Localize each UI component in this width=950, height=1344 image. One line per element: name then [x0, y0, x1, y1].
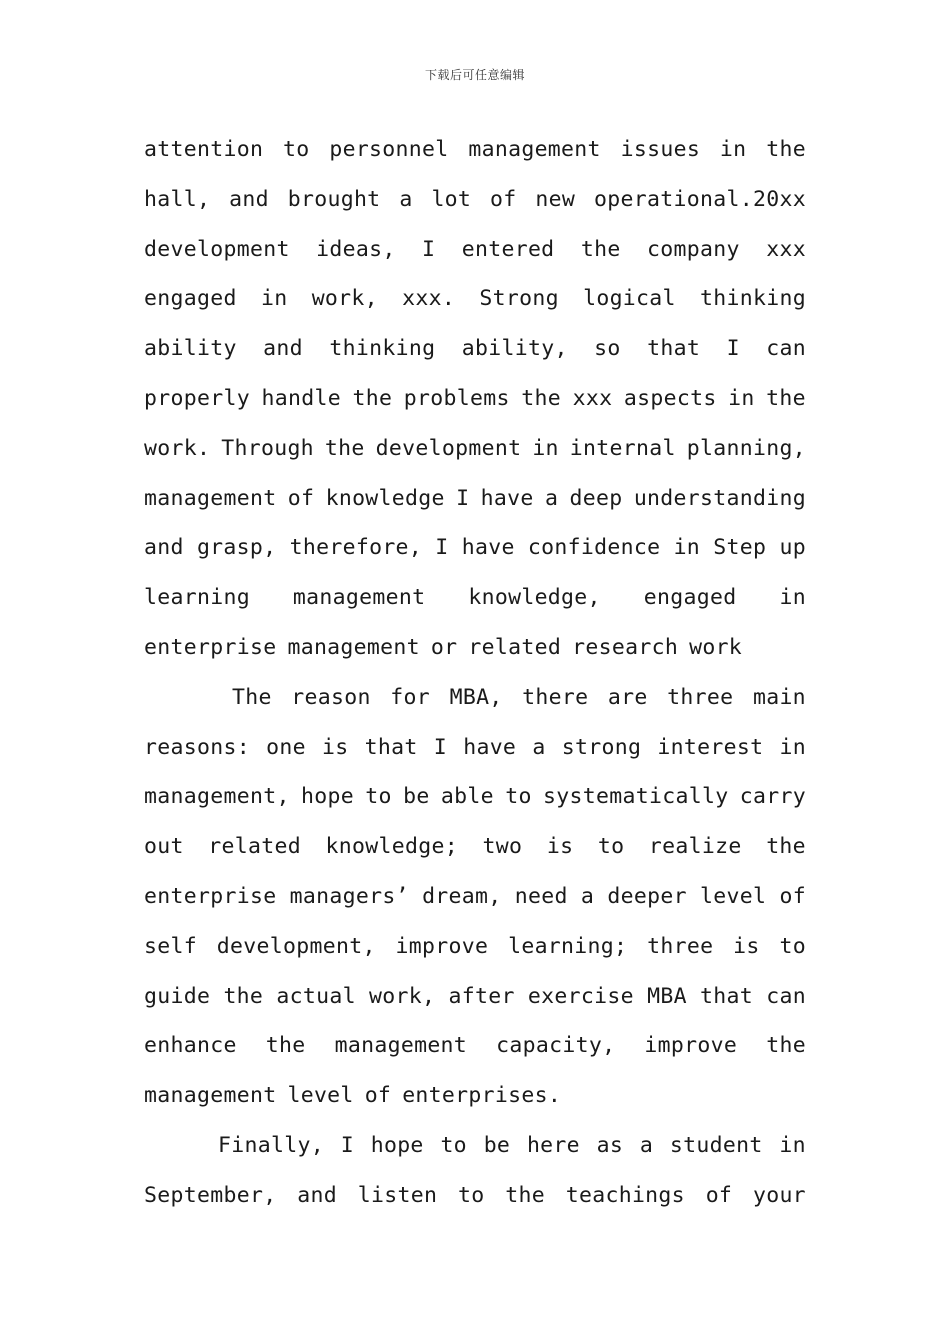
word: company [647, 236, 740, 262]
word: improve [644, 1033, 738, 1059]
word: teachings [565, 1182, 685, 1208]
word: of [364, 1083, 392, 1109]
word: a [399, 186, 413, 212]
word: enhance [144, 1033, 237, 1059]
word: are [607, 684, 648, 710]
word: research [572, 634, 679, 660]
word: is [733, 933, 760, 959]
word: a [544, 485, 559, 511]
word: xxx [766, 236, 806, 262]
word: attention [144, 137, 264, 162]
word: managers’ [289, 883, 409, 909]
word: in [719, 137, 747, 162]
word: interest [657, 734, 764, 760]
word: the [324, 435, 365, 461]
text-line [144, 673, 806, 723]
word: Strong [479, 286, 559, 312]
word: Through [221, 435, 314, 461]
word: improve [395, 933, 489, 959]
word: knowledge, [468, 585, 601, 611]
text-line [144, 772, 806, 822]
word: thinking [700, 286, 806, 312]
word: the [521, 385, 562, 411]
word: grasp, [196, 535, 277, 561]
word: management [144, 1083, 277, 1109]
word: is [546, 834, 574, 860]
word: in [779, 734, 806, 760]
word: I [340, 1132, 354, 1158]
word: the [766, 137, 806, 162]
word: a [532, 734, 546, 760]
word: knowledge; [325, 834, 458, 860]
page-header: 下载后可任意编辑 [424, 68, 525, 82]
word: and [297, 1182, 337, 1208]
word: can [766, 336, 806, 362]
word: ability [144, 336, 237, 362]
word: three [667, 684, 734, 710]
word: knowledge [325, 485, 445, 511]
word: carry [739, 784, 806, 810]
word: personnel [329, 137, 449, 162]
word: MBA, [449, 684, 503, 710]
word: that [700, 983, 753, 1009]
text-line [144, 1121, 806, 1171]
text-line [144, 1071, 806, 1121]
word: new [535, 186, 576, 212]
word: the [265, 1033, 306, 1059]
text-line [144, 523, 806, 573]
word: management, [144, 784, 290, 810]
word: handle [261, 385, 341, 411]
word: in [728, 385, 755, 411]
word: for [390, 684, 431, 710]
word: enterprise [144, 883, 277, 909]
word: strong [561, 734, 642, 760]
word: of [705, 1182, 733, 1208]
word: management [144, 485, 277, 511]
word: so [594, 336, 621, 362]
word: the [766, 834, 806, 860]
word: aspects [623, 385, 717, 411]
text-line [144, 424, 806, 474]
word: can [766, 983, 806, 1009]
word: management [292, 585, 426, 611]
word: MBA [647, 983, 687, 1009]
word: in [532, 435, 559, 461]
word: development [144, 236, 290, 262]
word: there [522, 684, 589, 710]
word: deep [569, 485, 623, 511]
word: that [647, 336, 701, 362]
word: of [779, 883, 806, 909]
word: a [580, 883, 595, 909]
word: engaged [643, 585, 737, 611]
word: one [266, 734, 306, 760]
word: that [364, 734, 418, 760]
text-line [144, 324, 806, 374]
word: reasons: [144, 734, 250, 760]
text-line [144, 125, 806, 175]
document-body [144, 125, 806, 1221]
word: enterprises. [402, 1083, 562, 1109]
word: engaged [144, 286, 237, 312]
word: problems [403, 385, 510, 411]
word: development [375, 435, 522, 461]
word: ability, [461, 336, 568, 362]
word: work. [144, 435, 211, 461]
word: xxx. [402, 286, 456, 312]
word: The [232, 684, 272, 710]
word: level [287, 1083, 354, 1109]
word: exercise [527, 983, 634, 1009]
word: be [403, 784, 430, 810]
word: of [490, 186, 517, 212]
word: Step [713, 535, 767, 561]
word: logical [583, 286, 676, 312]
word: I [456, 485, 470, 511]
word: to [779, 933, 806, 959]
word: here [526, 1132, 580, 1158]
word: student [669, 1132, 763, 1158]
word: hope [301, 784, 354, 810]
word: level [700, 883, 767, 909]
word: the [580, 236, 621, 262]
text-line [144, 1021, 806, 1071]
word: in [673, 535, 701, 561]
word: guide [144, 983, 211, 1009]
word: I [433, 734, 448, 760]
word: self [144, 933, 197, 959]
word: of [287, 485, 315, 511]
word: understanding [633, 485, 806, 511]
word: have [461, 535, 515, 561]
word: I [422, 236, 436, 262]
word: and [144, 535, 184, 561]
word: deeper [607, 883, 687, 909]
word: as [596, 1132, 624, 1158]
word: able [440, 784, 494, 810]
word: confidence [527, 535, 661, 561]
word: dream, [422, 883, 502, 909]
word: hall, [144, 186, 211, 212]
text-line [144, 474, 806, 524]
word: need [514, 883, 568, 909]
text-line [144, 972, 806, 1022]
word: out [144, 834, 184, 860]
word: main [752, 684, 806, 710]
word: xxx [572, 385, 613, 411]
word: to [440, 1132, 467, 1158]
word: learning; [508, 933, 628, 959]
word: work, [369, 983, 436, 1009]
word: your [752, 1182, 806, 1208]
word: management [468, 137, 601, 162]
word: work, [311, 286, 378, 312]
word: after [448, 983, 515, 1009]
word: to [597, 834, 625, 860]
word: to [365, 784, 392, 810]
word: capacity, [496, 1033, 616, 1059]
word: actual [276, 983, 356, 1009]
word: or [430, 634, 458, 660]
word: and [229, 186, 269, 212]
word: to [457, 1182, 485, 1208]
word: in [260, 286, 288, 312]
word: hope [370, 1132, 424, 1158]
text-line [144, 922, 806, 972]
word: listen [357, 1182, 438, 1208]
word: work [689, 634, 743, 660]
word: and [263, 336, 303, 362]
word: enterprise [144, 634, 277, 660]
text-line [144, 175, 806, 225]
word: brought [287, 186, 381, 212]
word: internal [569, 435, 676, 461]
word: the [766, 1033, 806, 1059]
word: reason [291, 684, 371, 710]
text-line [144, 822, 806, 872]
word: management [287, 634, 420, 660]
word: related [468, 634, 562, 660]
word: up [779, 535, 806, 561]
word: planning, [686, 435, 806, 461]
word: in [779, 1132, 806, 1158]
word: properly [144, 385, 250, 411]
text-line [144, 723, 806, 773]
word: I [726, 336, 740, 362]
word: management [334, 1033, 468, 1059]
word: lot [431, 186, 472, 212]
word: three [647, 933, 714, 959]
word: is [322, 734, 349, 760]
word: systematically [543, 784, 729, 810]
word: the [766, 385, 806, 411]
word: a [639, 1132, 654, 1158]
word: two [482, 834, 523, 860]
word: learning [144, 585, 250, 611]
word: the [223, 983, 264, 1009]
word: the [505, 1182, 545, 1208]
word: ideas, [316, 236, 396, 262]
text-line [144, 1171, 806, 1221]
word: have [480, 485, 534, 511]
text-line [144, 374, 806, 424]
word: operational.20xx [594, 186, 806, 212]
word: September, [144, 1182, 277, 1208]
word: to [505, 784, 532, 810]
word: in [779, 585, 806, 611]
word: therefore, [289, 535, 423, 561]
word: be [483, 1132, 511, 1158]
word: thinking [329, 336, 436, 362]
text-line [144, 274, 806, 324]
word: entered [461, 236, 555, 262]
word: the [352, 385, 393, 411]
text-line [144, 872, 806, 922]
word: Finally, [218, 1132, 324, 1158]
word: realize [648, 834, 742, 860]
word: I [435, 535, 449, 561]
word: have [463, 734, 517, 760]
text-line [144, 573, 806, 623]
word: development, [216, 933, 376, 959]
word: to [283, 137, 310, 162]
word: related [208, 834, 301, 860]
text-line [144, 225, 806, 275]
word: issues [620, 137, 701, 162]
text-line [144, 623, 806, 673]
